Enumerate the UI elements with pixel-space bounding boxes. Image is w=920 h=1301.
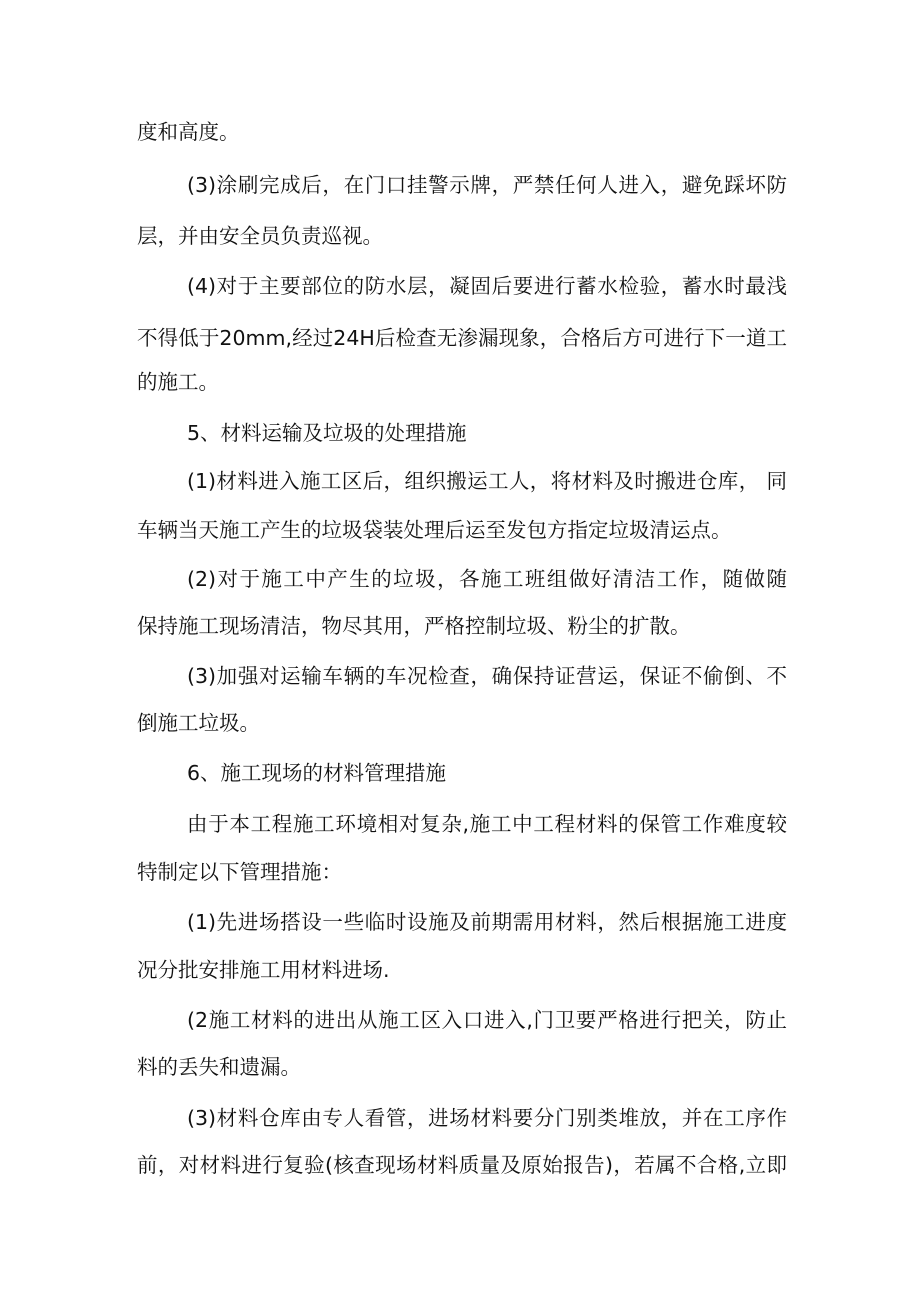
text-line: 不得低于20mm,经过24H后检查无渗漏现象，合格后方可进行下一道工	[137, 326, 787, 350]
text-line: (4)对于主要部位的防水层，凝固后要进行蓄水检验，蓄水时最浅	[187, 274, 787, 298]
text-line: 度和高度。	[137, 120, 240, 144]
text-line: 保持施工现场清洁，物尽其用，严格控制垃圾、粉尘的扩散。	[137, 614, 691, 638]
text-line: 特制定以下管理措施：	[137, 860, 342, 884]
section-heading: 6、施工现场的材料管理措施	[187, 761, 447, 785]
text-line: 的施工。	[137, 370, 219, 394]
text-line: (2)对于施工中产生的垃圾，各施工班组做好清洁工作，随做随	[187, 567, 787, 591]
text-line: (3)涂刷完成后，在门口挂警示牌，严禁任何人进入，避免踩坏防	[187, 173, 787, 197]
text-line: (1)先进场搭设一些临时设施及前期需用材料，然后根据施工进度	[187, 910, 787, 934]
text-line: 由于本工程施工环境相对复杂,施工中工程材料的保管工作难度较	[187, 812, 787, 836]
text-line: 层，并由安全员负责巡视。	[137, 224, 383, 248]
text-line: (3)加强对运输车辆的车况检查，确保持证营运，保证不偷倒、不	[187, 664, 787, 688]
text-line: 车辆当天施工产生的垃圾袋装处理后运至发包方指定垃圾清运点。	[137, 518, 732, 542]
text-line: 倒施工垃圾。	[137, 711, 260, 735]
section-heading: 5、材料运输及垃圾的处理措施	[187, 421, 467, 445]
text-line: (3)材料仓库由专人看管，进场材料要分门别类堆放，并在工序作	[187, 1106, 787, 1130]
text-line: (2施工材料的进出从施工区入口进入,门卫要严格进行把关，防止	[187, 1008, 787, 1032]
text-line: 况分批安排施工用材料进场.	[137, 958, 390, 982]
text-line: 前，对材料进行复验(核查现场材料质量及原始报告)，若属不合格,立即	[137, 1153, 787, 1177]
text-line: 料的丢失和遗漏。	[137, 1055, 301, 1079]
text-line: (1)材料进入施工区后，组织搬运工人，将材料及时搬进仓库， 同	[187, 469, 787, 493]
